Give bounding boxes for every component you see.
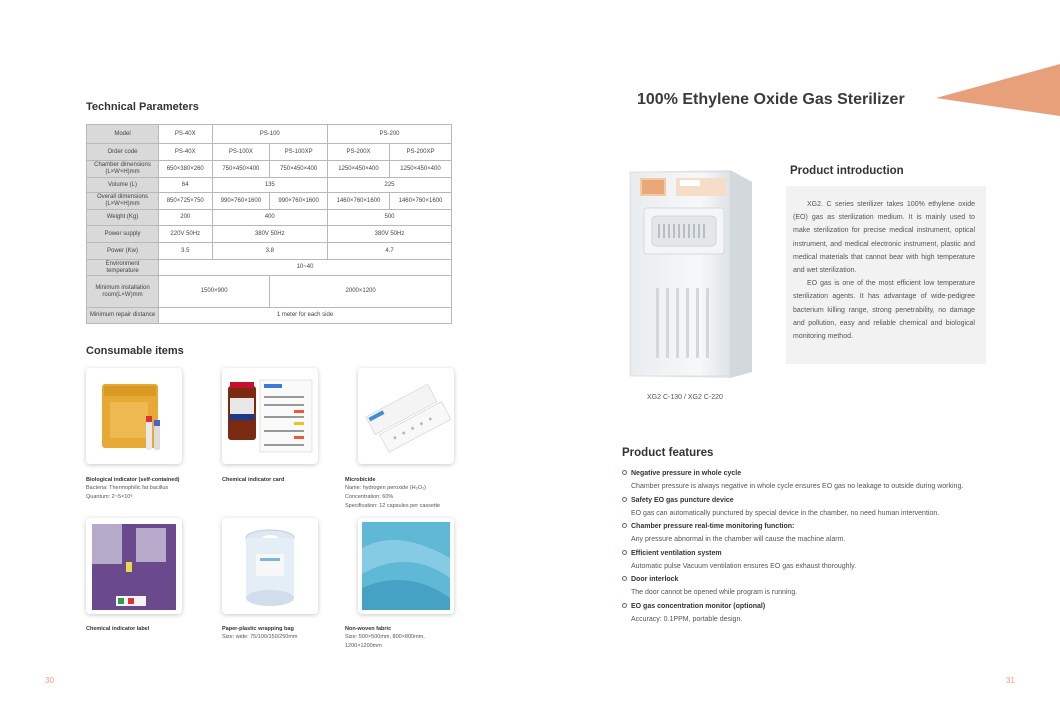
model-caption: XG2 C-130 / XG2 C-220	[647, 394, 723, 401]
table-cell: 750×450×400	[270, 161, 328, 178]
feature-item: Safety EO gas puncture device EO gas can automatically punctured by special device in the chamber, no need human intervention.	[622, 494, 1002, 521]
consumable-desc: Size: 500×500mm, 800×800mm, 1200×1200mm	[345, 634, 425, 649]
table-cell: 3.5	[159, 243, 213, 260]
biological-indicator-image	[86, 368, 182, 464]
features-list	[622, 467, 1002, 626]
table-cell: 990×760×1600	[270, 193, 328, 210]
table-cell: 1250×450×400	[389, 161, 451, 178]
table-cell: 380V 50Hz	[328, 226, 452, 243]
table-cell: 225	[328, 178, 452, 193]
microbicide-image	[358, 368, 454, 464]
table-cell: 650×380×260	[159, 161, 213, 178]
feature-item: Door interlock The door cannot be opened while program is running.	[622, 573, 1002, 600]
consumable-title: Consumable items	[86, 345, 184, 357]
table-cell: 200	[159, 210, 213, 226]
feature-item: Chamber pressure real-time monitoring function: Any pressure abnormal in the chamber will cause the machine alarm.	[622, 520, 1002, 547]
table-cell: 1 meter for each side	[159, 308, 452, 324]
table-row-label: Volume (L)	[87, 178, 159, 193]
consumable-name: Chemical indicator card	[222, 477, 285, 483]
intro-paragraph: EO gas is one of the most efficient low temperature sterilization agents. It has advantage of wide-pedigree bacterium killing range, strong penetrability, no damage and pollution, easy and reliable chemical and biological monitoring method.	[793, 280, 975, 341]
table-cell: 750×450×400	[212, 161, 270, 178]
bullet-icon	[622, 576, 627, 581]
table-cell: PS-200X	[328, 144, 390, 161]
table-cell: 400	[212, 210, 328, 226]
bullet-icon	[622, 603, 627, 608]
table-cell: 135	[212, 178, 328, 193]
table-cell: 990×760×1600	[212, 193, 270, 210]
table-row-label: Model	[87, 125, 159, 144]
table-cell: PS-100X	[212, 144, 270, 161]
table-row-label: Minimum installation room(L×W)mm	[87, 276, 159, 308]
bullet-icon	[622, 497, 627, 502]
consumable-desc: Name: hydrogen peroxide (H₂O₂) Concentration: 60% Specification: 12 capsules per cassette	[345, 485, 441, 509]
table-cell: 1250×450×400	[328, 161, 390, 178]
sterilizer-image	[626, 166, 756, 378]
consumable-desc: Size: wide: 75/100/150/250mm	[222, 634, 298, 640]
consumable-name: Chemical indicator label	[86, 626, 150, 632]
table-cell: PS-200XP	[389, 144, 451, 161]
bullet-icon	[622, 470, 627, 475]
table-cell: 850×725×750	[159, 193, 213, 210]
wrapping-bag-image	[222, 518, 318, 614]
feature-item: Negative pressure in whole cycle Chamber pressure is always negative in whole cycle ensures EO gas no leakage to outside during working.	[622, 467, 1002, 494]
table-row-label: Power supply	[87, 226, 159, 243]
page-title: 100% Ethylene Oxide Gas Sterilizer	[637, 91, 905, 108]
table-row-label: Minimum repair distance	[87, 308, 159, 324]
table-row-label: Environment temperature	[87, 260, 159, 276]
table-cell: 220V 50Hz	[159, 226, 213, 243]
technical-parameters-table	[86, 124, 452, 324]
table-cell: 4.7	[328, 243, 452, 260]
tech-params-title: Technical Parameters	[86, 101, 199, 113]
table-cell: PS-40X	[159, 125, 213, 144]
consumable-name: Microbicide	[345, 477, 376, 483]
table-cell: PS-100XP	[270, 144, 328, 161]
table-cell: 500	[328, 210, 452, 226]
consumable-name: Biological indicator (self-contained)	[86, 477, 180, 483]
intro-text-box	[786, 186, 986, 364]
table-cell: PS-40X	[159, 144, 213, 161]
intro-title: Product introduction	[790, 165, 904, 177]
non-woven-fabric-image	[358, 518, 454, 614]
table-row-label: Order code	[87, 144, 159, 161]
page-number-right: 31	[1006, 676, 1015, 685]
table-cell: 1500×900	[159, 276, 270, 308]
consumable-name: Non-woven fabric	[345, 626, 392, 632]
table-cell: PS-100	[212, 125, 328, 144]
page-number-left: 30	[45, 676, 54, 685]
table-cell: 380V 50Hz	[212, 226, 328, 243]
table-row-label: Overall dimensions (L×W×H)mm	[87, 193, 159, 210]
table-cell: 1460×760×1600	[389, 193, 451, 210]
feature-item: EO gas concentration monitor (optional) Accuracy: 0.1PPM, portable design.	[622, 600, 1002, 627]
features-title: Product features	[622, 447, 714, 459]
feature-item: Efficient ventilation system Automatic pulse Vacuum ventilation ensures EO gas exhaust thoroughly.	[622, 547, 1002, 574]
table-row-label: Weight (Kg)	[87, 210, 159, 226]
table-cell: 1460×760×1600	[328, 193, 390, 210]
table-row-label: Power (Kw)	[87, 243, 159, 260]
consumable-name: Paper-plastic wrapping bag	[222, 626, 294, 632]
bullet-icon	[622, 550, 627, 555]
accent-triangle	[936, 64, 1060, 116]
consumable-desc: Bacteria: Thermophilic fat bacillus Quantum: 2~5×10⁶	[86, 485, 169, 500]
chemical-indicator-card-image	[222, 368, 318, 464]
intro-paragraph: XG2. C series sterilizer takes 100% ethylene oxide (EO) gas as sterilization medium. It is mainly used to make sterilization for precise medical instrument, optical instrument, and medical electronic instrument, plastic and medical materials that cannot bear with high temperature and wet sterilization.	[793, 201, 975, 275]
table-cell: 10~40	[159, 260, 452, 276]
table-cell: PS-200	[328, 125, 452, 144]
bullet-icon	[622, 523, 627, 528]
chemical-indicator-label-image	[86, 518, 182, 614]
table-cell: 64	[159, 178, 213, 193]
table-cell: 3.8	[212, 243, 328, 260]
table-cell: 2000×1200	[270, 276, 452, 308]
table-row-label: Chamber dimensions (L×W×H)mm	[87, 161, 159, 178]
